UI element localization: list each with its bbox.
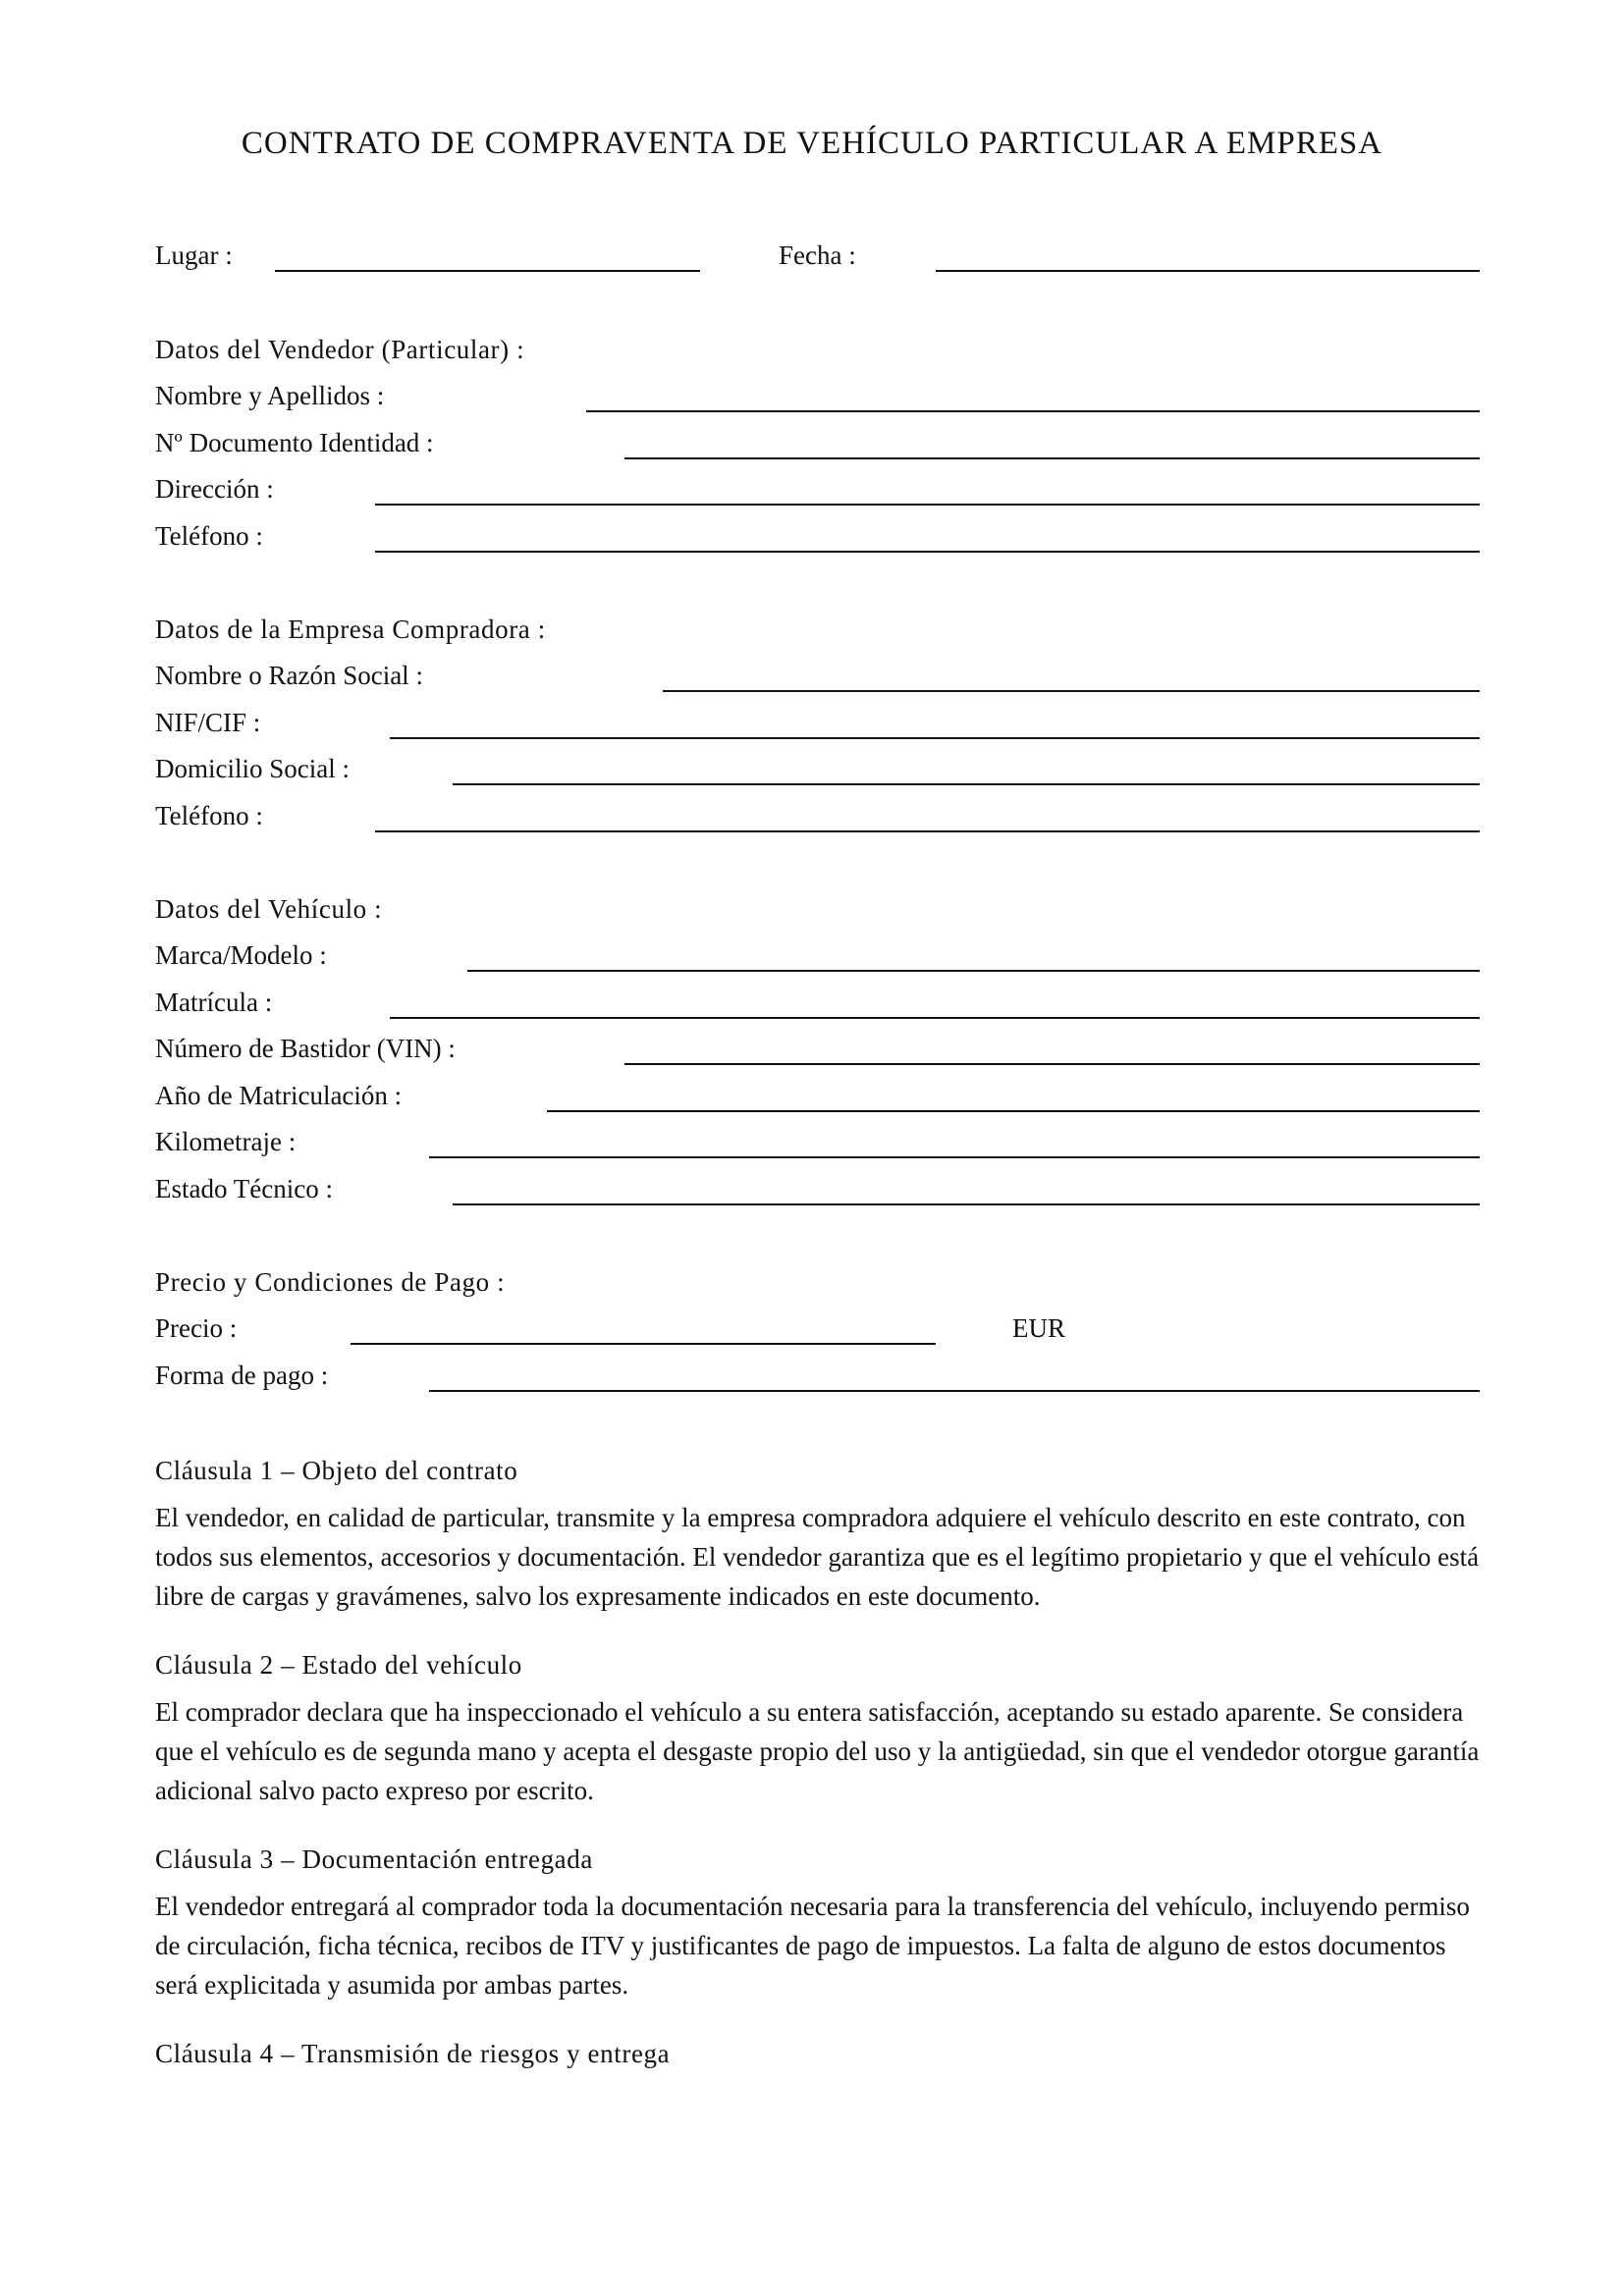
vehiculo-marca-field[interactable]	[467, 970, 1480, 972]
vendedor-direccion-label: Dirección :	[155, 474, 274, 504]
forma-pago-field[interactable]	[429, 1390, 1480, 1392]
vehiculo-km-field[interactable]	[429, 1156, 1480, 1158]
forma-pago-label: Forma de pago :	[155, 1361, 329, 1390]
empresa-nif-field[interactable]	[390, 737, 1480, 739]
vehiculo-heading: Datos del Vehículo :	[155, 894, 383, 924]
vendedor-heading: Datos del Vendedor (Particular) :	[155, 335, 525, 364]
precio-heading: Precio y Condiciones de Pago :	[155, 1267, 506, 1297]
empresa-telefono-field[interactable]	[375, 830, 1480, 832]
clausula-3-title: Cláusula 3 – Documentación entregada	[155, 1844, 593, 1874]
vehiculo-estado-label: Estado Técnico :	[155, 1174, 333, 1203]
lugar-field[interactable]	[275, 270, 700, 272]
precio-label: Precio :	[155, 1313, 238, 1343]
vehiculo-matricula-field[interactable]	[390, 1017, 1480, 1019]
clausula-2-title: Cláusula 2 – Estado del vehículo	[155, 1650, 522, 1680]
fecha-field[interactable]	[936, 270, 1480, 272]
clausula-2-text: El comprador declara que ha inspeccionado el vehículo a su entera satisfacción, aceptando su estado aparente. Se considera que el vehículo es de segunda mano y acepta el desgaste propio del uso y la antigüedad, sin que el vendedor otorgue garantía adicional salvo pacto expreso por escrito.	[155, 1697, 1480, 1805]
empresa-razon-field[interactable]	[663, 690, 1480, 692]
precio-field[interactable]	[351, 1343, 936, 1345]
clausula-1-text: El vendedor, en calidad de particular, transmite y la empresa compradora adquiere el vehículo descrito en este contrato, con todos sus elementos, accesorios y documentación. El vendedor garantiza que es el legítimo propietario y que el vehículo está libre de cargas y gravámenes, salvo los expresamente indicados en este documento.	[155, 1503, 1480, 1611]
empresa-domicilio-field[interactable]	[453, 783, 1480, 785]
vehiculo-matricula-label: Matrícula :	[155, 988, 273, 1017]
clausula-4-title: Cláusula 4 – Transmisión de riesgos y entrega	[155, 2039, 671, 2068]
vendedor-direccion-field[interactable]	[375, 504, 1480, 506]
vehiculo-bastidor-label: Número de Bastidor (VIN) :	[155, 1034, 456, 1063]
empresa-razon-label: Nombre o Razón Social :	[155, 661, 423, 690]
vehiculo-estado-field[interactable]	[453, 1203, 1480, 1205]
vendedor-telefono-label: Teléfono :	[155, 521, 263, 551]
vendedor-telefono-field[interactable]	[375, 551, 1480, 553]
empresa-domicilio-label: Domicilio Social :	[155, 754, 350, 783]
vendedor-nombre-label: Nombre y Apellidos :	[155, 381, 385, 410]
vendedor-documento-label: Nº Documento Identidad :	[155, 428, 434, 457]
vendedor-nombre-field[interactable]	[586, 410, 1480, 412]
vehiculo-marca-label: Marca/Modelo :	[155, 940, 327, 970]
vendedor-documento-field[interactable]	[624, 457, 1480, 459]
clausula-3-text: El vendedor entregará al comprador toda la documentación necesaria para la transferencia del vehículo, incluyendo permiso de circulación, ficha técnica, recibos de ITV y justificantes de pago de impuestos. La falta de alguno de estos documentos será explicitada y asumida por ambas partes.	[155, 1892, 1470, 2000]
vehiculo-anio-field[interactable]	[547, 1110, 1480, 1112]
empresa-nif-label: NIF/CIF :	[155, 708, 261, 737]
empresa-telefono-label: Teléfono :	[155, 801, 263, 830]
lugar-label: Lugar :	[155, 240, 233, 270]
fecha-label: Fecha :	[779, 240, 856, 270]
vehiculo-anio-label: Año de Matriculación :	[155, 1081, 403, 1110]
currency-label: EUR	[1012, 1313, 1065, 1343]
empresa-heading: Datos de la Empresa Compradora :	[155, 614, 546, 644]
clausula-1-title: Cláusula 1 – Objeto del contrato	[155, 1456, 518, 1485]
vehiculo-bastidor-field[interactable]	[624, 1063, 1480, 1065]
document-title: CONTRATO DE COMPRAVENTA DE VEHÍCULO PARTICULAR A EMPRESA	[241, 126, 1383, 161]
vehiculo-km-label: Kilometraje :	[155, 1127, 297, 1156]
